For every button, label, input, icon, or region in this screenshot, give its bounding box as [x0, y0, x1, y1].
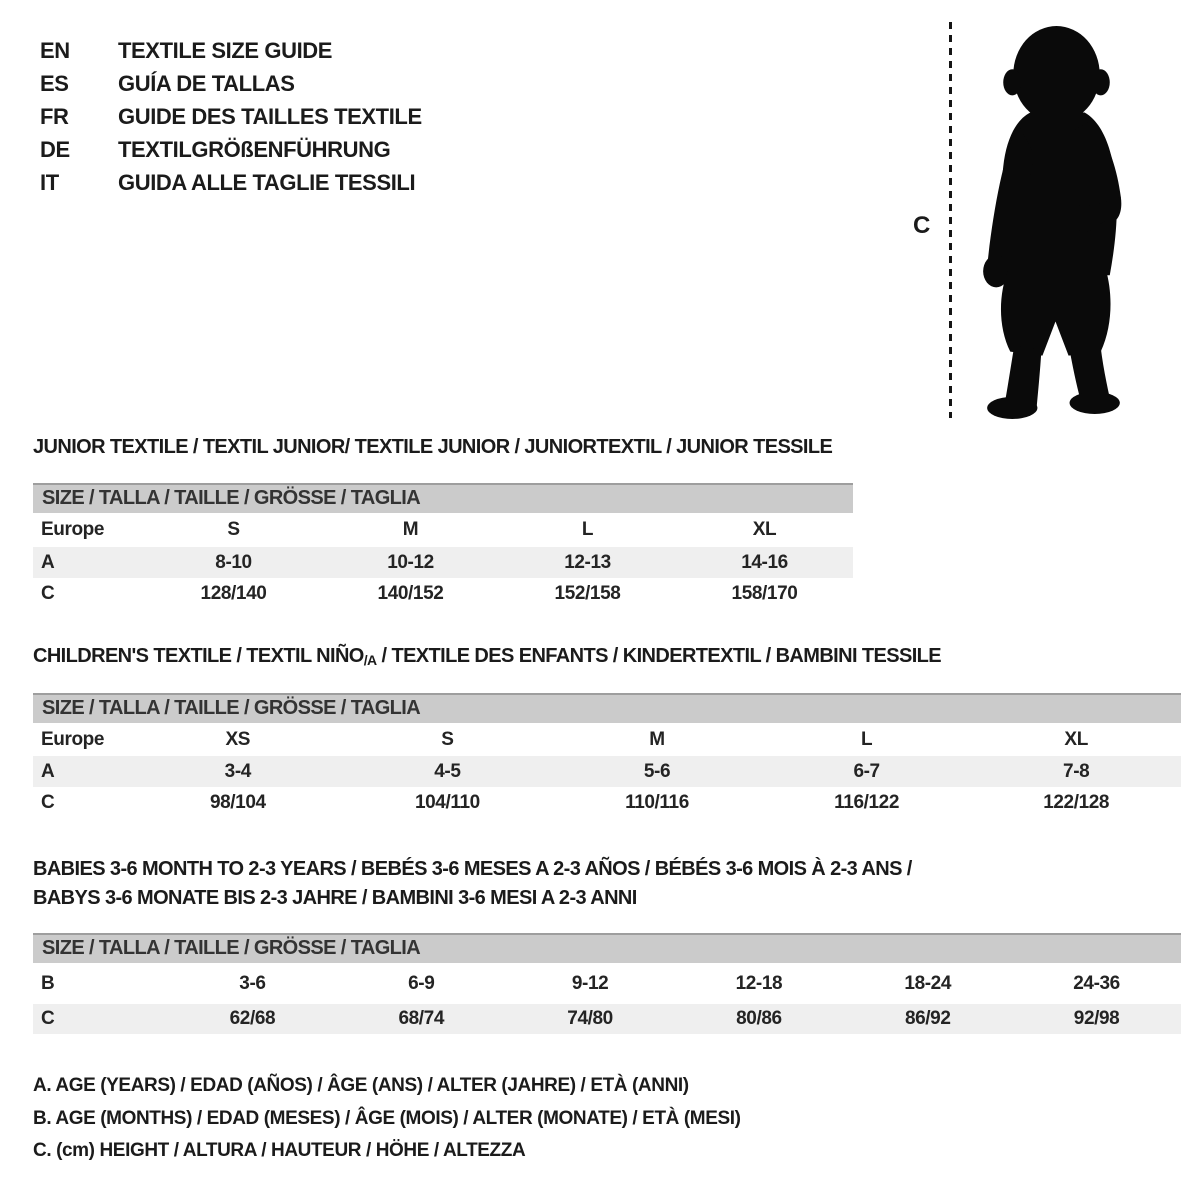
junior-textile-section: [33, 436, 853, 610]
children-columns-row: [33, 723, 1181, 756]
table-cell: 116/122: [834, 792, 899, 813]
size-column: S: [227, 519, 240, 540]
table-cell: 4-5: [434, 760, 461, 782]
legend-line-a: A. AGE (YEARS) / EDAD (AÑOS) / ÂGE (ANS) / ALTER (JAHRE) / ETÀ (ANNI): [33, 1075, 689, 1096]
children-section-title: [33, 645, 1181, 668]
language-row-es: [40, 67, 422, 100]
children-title-prefix: CHILDREN'S TEXTILE / TEXTIL NIÑO: [33, 645, 364, 667]
size-column: XS: [225, 728, 251, 750]
table-cell: 24-36: [1073, 972, 1120, 994]
language-row-de: [40, 133, 422, 166]
table-cell: 152/158: [554, 583, 621, 604]
height-measure-figure: [905, 14, 1155, 426]
children-age-row: [33, 756, 1181, 787]
table-cell: 122/128: [1043, 792, 1110, 813]
height-measure-label: C: [913, 212, 931, 239]
babies-size-header-bar: SIZE / TALLA / TAILLE / GRÖSSE / TAGLIA: [33, 933, 1181, 963]
table-cell: 10-12: [387, 551, 434, 573]
language-row-fr: [40, 100, 422, 133]
table-cell: 110/116: [625, 792, 689, 813]
row-label: C: [41, 792, 55, 813]
height-dashed-line: [949, 22, 952, 418]
table-cell: 9-12: [571, 972, 609, 994]
junior-height-row: [33, 578, 853, 610]
children-height-row: [33, 787, 1181, 819]
language-code: ES: [40, 71, 69, 96]
table-cell: 98/104: [209, 792, 266, 813]
table-cell: 92/98: [1073, 1008, 1120, 1029]
size-column: L: [581, 519, 594, 540]
babies-section-title: [33, 855, 1181, 913]
row-label: B: [41, 972, 55, 994]
table-cell: 7-8: [1063, 760, 1090, 782]
size-column: XL: [1064, 728, 1088, 750]
legend-block: [33, 1070, 741, 1168]
table-cell: 158/170: [731, 583, 798, 604]
table-cell: 8-10: [215, 551, 252, 573]
table-cell: 74/80: [567, 1008, 613, 1029]
size-column: M: [649, 728, 665, 750]
babies-title-line2: BABYS 3-6 MONATE BIS 2-3 JAHRE / BAMBINI 3-6 MESI A 2-3 ANNI: [33, 887, 637, 909]
junior-columns-row: [33, 513, 853, 547]
table-cell: 128/140: [200, 583, 267, 604]
children-textile-section: [33, 645, 1181, 819]
language-code: IT: [40, 170, 59, 195]
language-title: GUIDA ALLE TAGLIE TESSILI: [118, 170, 416, 195]
language-title-list: [40, 34, 422, 199]
table-cell: 14-16: [741, 551, 788, 573]
junior-section-title: JUNIOR TEXTILE / TEXTIL JUNIOR/ TEXTILE JUNIOR / JUNIORTEXTIL / JUNIOR TESSILE: [33, 436, 833, 458]
language-code: EN: [40, 38, 70, 63]
region-label: Europe: [41, 728, 105, 750]
table-cell: 5-6: [643, 760, 671, 782]
language-title: GUÍA DE TALLAS: [118, 71, 295, 96]
table-cell: 3-4: [224, 760, 251, 782]
table-cell: 18-24: [904, 972, 952, 994]
table-cell: 12-18: [735, 972, 783, 994]
table-cell: 6-9: [408, 972, 435, 994]
children-title-sub: /A: [363, 652, 377, 668]
table-cell: 12-13: [564, 551, 611, 573]
junior-size-header-bar: SIZE / TALLA / TAILLE / GRÖSSE / TAGLIA: [33, 483, 853, 513]
babies-height-row: [33, 1004, 1181, 1034]
children-title-suffix: / TEXTILE DES ENFANTS / KINDERTEXTIL / BAMBINI TESSILE: [376, 645, 942, 667]
table-cell: 3-6: [239, 972, 266, 994]
size-column: L: [860, 728, 873, 750]
babies-age-row: [33, 963, 1181, 1004]
table-cell: 140/152: [377, 583, 444, 604]
language-row-en: [40, 34, 422, 67]
table-cell: 80/86: [736, 1008, 782, 1029]
size-column: XL: [752, 519, 777, 540]
table-cell: 62/68: [229, 1008, 276, 1029]
table-cell: 104/110: [414, 792, 480, 813]
language-title: TEXTILE SIZE GUIDE: [118, 38, 333, 63]
language-title: GUIDE DES TAILLES TEXTILE: [118, 104, 422, 129]
toddler-silhouette-icon: [967, 18, 1145, 420]
size-column: S: [441, 728, 454, 750]
babies-textile-section: [33, 855, 1181, 1034]
children-size-header-bar: SIZE / TALLA / TAILLE / GRÖSSE / TAGLIA: [33, 693, 1181, 723]
language-code: DE: [40, 137, 70, 162]
legend-line-c: C. (cm) HEIGHT / ALTURA / HAUTEUR / HÖHE / ALTEZZA: [33, 1140, 526, 1161]
size-column: M: [402, 519, 419, 540]
row-label: A: [41, 760, 55, 782]
table-cell: 68/74: [398, 1008, 445, 1029]
row-label: A: [41, 551, 55, 573]
row-label: C: [41, 583, 55, 604]
table-cell: 86/92: [904, 1008, 951, 1029]
table-cell: 6-7: [853, 760, 880, 782]
language-row-it: [40, 166, 422, 199]
region-label: Europe: [41, 519, 105, 540]
row-label: C: [41, 1008, 55, 1029]
language-code: FR: [40, 104, 69, 129]
junior-age-row: [33, 547, 853, 578]
legend-line-b: B. AGE (MONTHS) / EDAD (MESES) / ÂGE (MOIS) / ALTER (MONATE) / ETÀ (MESI): [33, 1107, 741, 1129]
language-title: TEXTILGRÖßENFÜHRUNG: [118, 137, 391, 162]
babies-title-line1: BABIES 3-6 MONTH TO 2-3 YEARS / BEBÉS 3-6 MESES A 2-3 AÑOS / BÉBÉS 3-6 MOIS À 2-3 ANS /: [33, 858, 912, 880]
